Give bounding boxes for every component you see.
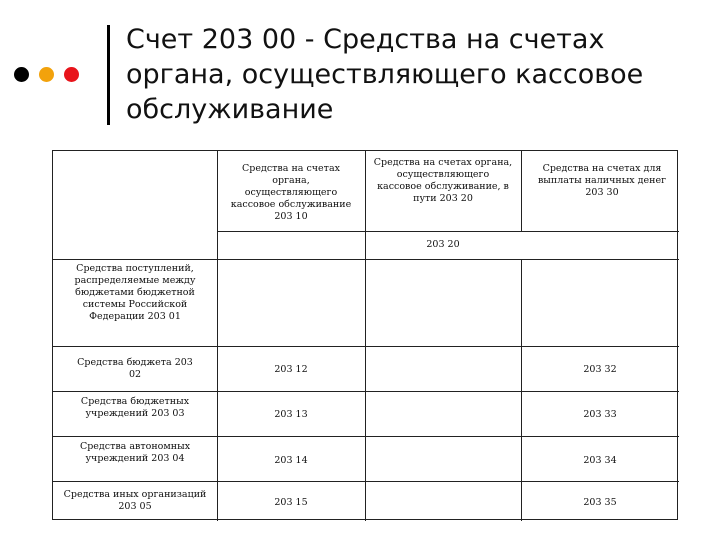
table-cell: 203 12 [274, 364, 308, 375]
black-dot-icon [14, 67, 29, 82]
orange-dot-icon [39, 67, 54, 82]
header-cell-203-30: Средства на счетах для выплаты наличных денег 203 30 [537, 163, 667, 198]
header-cell-203-20: Средства на счетах органа, осуществляющего кассовое обслуживание, в пути 203 20 [373, 157, 513, 204]
row-divider [53, 481, 679, 482]
row-label: Средства автономных учреждений 203 04 [79, 441, 191, 464]
table-cell: 203 34 [583, 455, 617, 466]
table-cell: 203 32 [583, 364, 617, 375]
header-cell-203-10: Средства на счетах органа, осуществляющего кассовое обслуживание 203 10 [230, 163, 352, 222]
table-cell: 203 33 [583, 409, 617, 420]
row-label: Средства поступлений, распределяемые между бюджетами бюджетной системы Российской Федерации 203 01 [74, 263, 196, 322]
row-label: Средства бюджета 203 02 [77, 357, 193, 380]
table-cell: 203 35 [583, 497, 617, 508]
column-divider [365, 151, 366, 521]
table-cell: 203 15 [274, 497, 308, 508]
title-divider [107, 25, 110, 125]
row-label: Средства иных организаций 203 05 [63, 489, 207, 512]
row-divider [53, 346, 679, 347]
red-dot-icon [64, 67, 79, 82]
table-cell: 203 14 [274, 455, 308, 466]
decorative-dots [14, 67, 104, 85]
row-divider [217, 231, 679, 232]
row-divider [53, 391, 679, 392]
row-label: Средства бюджетных учреждений 203 03 [80, 396, 190, 419]
accounts-table [52, 150, 678, 520]
subheader-cell: 203 20 [426, 239, 460, 250]
row-divider [53, 259, 679, 260]
row-divider [53, 436, 679, 437]
column-divider [521, 151, 522, 231]
slide-title: Счет 203 00 - Средства на счетах органа, осуществляющего кассовое обслуживание [126, 24, 644, 125]
table-cell: 203 13 [274, 409, 308, 420]
